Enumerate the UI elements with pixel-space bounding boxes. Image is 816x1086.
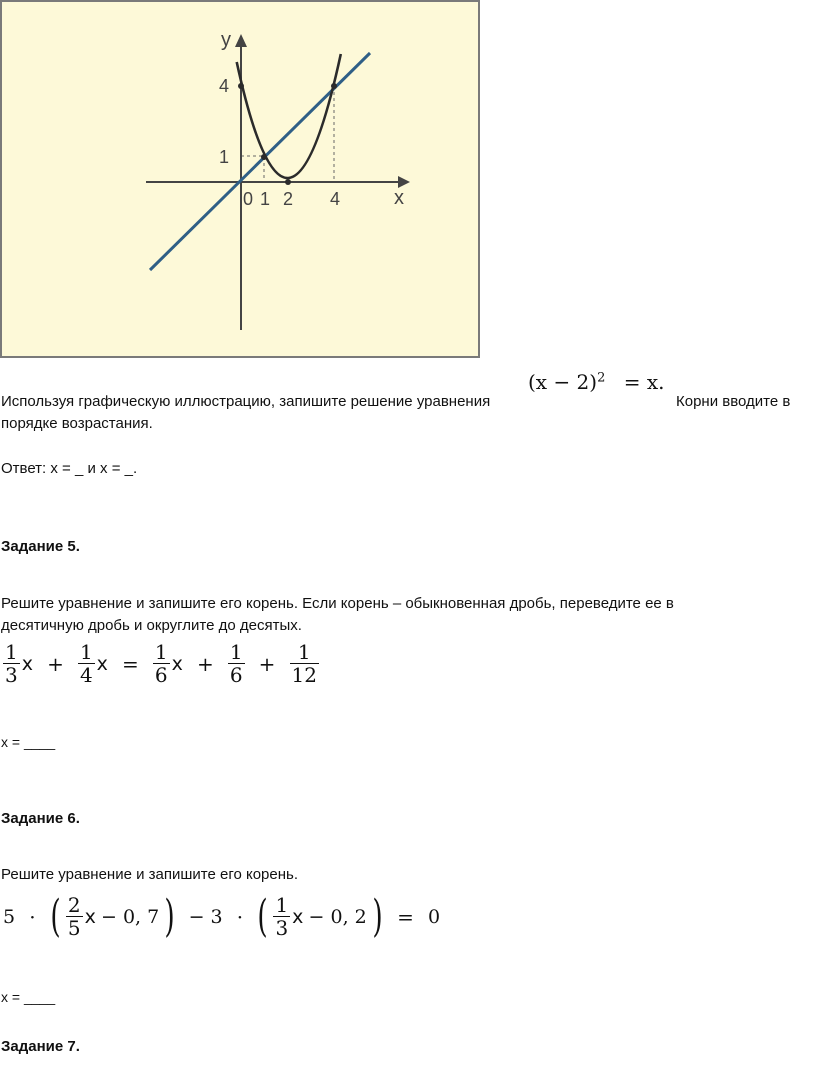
left-paren: ( [257, 890, 268, 942]
task4-text-line1: Используя графическую иллюстрацию, запишите решение уравнения [1, 393, 491, 410]
equals-sign: = [122, 651, 139, 676]
task4-equation [528, 370, 665, 394]
plus-sign: + [258, 651, 276, 676]
fraction-2-5: $\frac{2}{5}$ [67, 893, 81, 940]
point-4-4 [331, 83, 337, 89]
task5-heading: Задание 5. [1, 538, 80, 555]
term-minus-0-2: − 0, 2 [308, 905, 367, 928]
point-0-4 [238, 83, 244, 89]
task6-heading: Задание 6. [1, 810, 80, 827]
equation-lhs: (x − 2) [528, 370, 598, 394]
plus-sign: + [196, 651, 214, 676]
right-paren: ) [372, 890, 383, 942]
equals-sign: = [397, 904, 414, 929]
task6-equation [3, 890, 441, 942]
fraction-1-4: $\frac{1}{4}$ [79, 640, 93, 687]
var-x: x [84, 905, 96, 928]
equation-power: 2 [597, 370, 606, 386]
equation-rhs: = x. [623, 370, 665, 394]
var-x: x [292, 905, 304, 928]
fraction-1-12: $\frac{1}{12}$ [291, 640, 317, 687]
graph-illustration [0, 0, 480, 358]
x-tick-4: 4 [330, 189, 341, 209]
var-x: x [96, 652, 108, 675]
task4-answer: Ответ: x = _ и x = _. [1, 460, 138, 477]
left-paren: ( [50, 890, 61, 942]
x-tick-1: 1 [260, 189, 271, 209]
point-2-0 [285, 179, 291, 185]
dot-sign: · [236, 904, 244, 929]
task5-equation [3, 641, 319, 686]
term-minus-0-7: − 0, 7 [100, 905, 160, 928]
minus-3: − 3 [188, 905, 223, 928]
fraction-1-3: $\frac{1}{3}$ [5, 640, 18, 687]
zero: 0 [427, 905, 441, 928]
y-tick-4: 4 [219, 76, 230, 96]
task5-text-line2: десятичную дробь и округлите до десятых. [1, 617, 302, 634]
fraction-1-6: $\frac{1}{6}$ [154, 640, 168, 687]
fraction-1-6b: $\frac{1}{6}$ [229, 640, 243, 687]
plus-sign: + [47, 651, 64, 676]
task4-text-line2: порядке возрастания. [1, 415, 153, 432]
y-axis-label: y [221, 29, 231, 51]
fraction-1-3: $\frac{1}{3}$ [275, 893, 289, 940]
var-x: x [171, 652, 183, 675]
dot-sign: · [29, 904, 36, 929]
task7-heading: Задание 7. [1, 1038, 80, 1055]
task5-text-line1: Решите уравнение и запишите его корень. Если корень – обыкновенная дробь, переведите ее в [1, 595, 674, 612]
task4-text-line1-end: Корни вводите в [676, 393, 791, 410]
point-1-1 [261, 154, 267, 160]
task6-answer: x = ____ [1, 989, 56, 1005]
task6-text-line1: Решите уравнение и запишите его корень. [1, 866, 299, 883]
right-paren: ) [164, 890, 176, 942]
x-axis-label: x [394, 187, 404, 209]
var-x: x [21, 652, 33, 675]
task5-answer: x = ____ [1, 734, 56, 750]
y-tick-1: 1 [219, 147, 230, 167]
coef-5: 5 [3, 905, 16, 928]
x-tick-2: 2 [283, 189, 294, 209]
x-tick-0: 0 [243, 189, 254, 209]
